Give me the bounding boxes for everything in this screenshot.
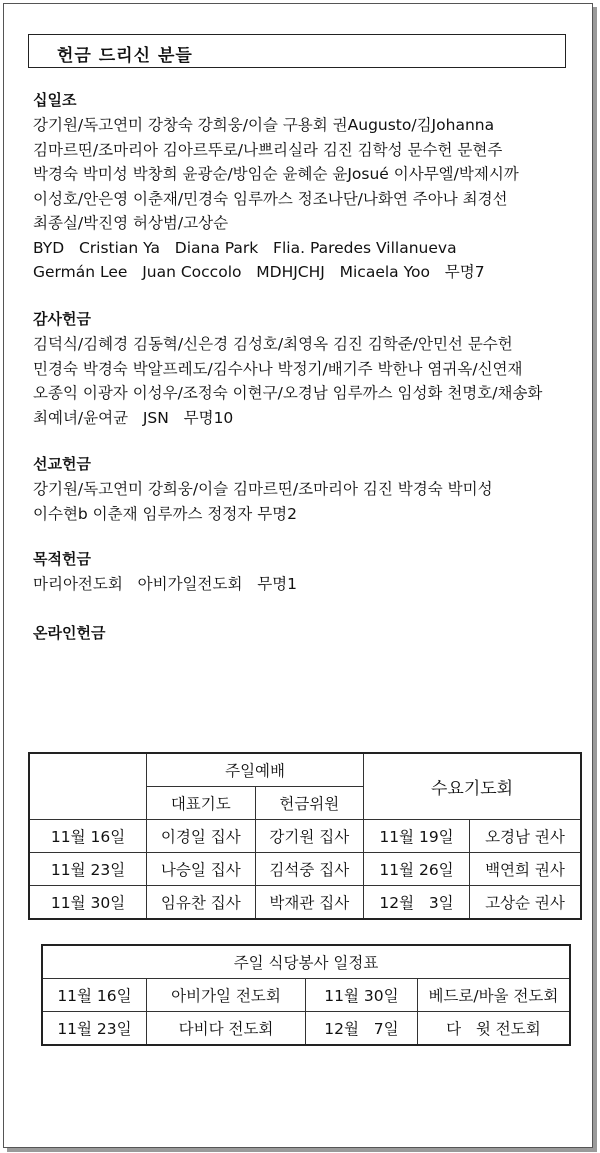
section-purpose — [33, 549, 297, 597]
donor-line: 강기원/독고연미 강창숙 강희웅/이슬 구용회 권Augusto/김Johanna — [33, 116, 495, 134]
donor-line: 이성호/안은영 이춘재/민경숙 임루까스 정조나단/나화연 주아나 최경선 — [33, 189, 508, 208]
section-heading: 선교헌금 — [33, 455, 91, 473]
table-row — [42, 979, 570, 1012]
meal-date: 11월 16일 — [42, 979, 146, 1012]
donor-line: 마리아전도회 아비가일전도회 무명1 — [33, 575, 298, 593]
sunday-date: 11월 30일 — [29, 886, 147, 920]
wednesday-leader: 고상순 권사 — [469, 886, 581, 920]
donor-line: 강기원/독고연미 강희웅/이슬 김마르띤/조마리아 김진 박경숙 박미성 — [33, 480, 493, 498]
sunday-date: 11월 23일 — [29, 853, 147, 886]
prayer-leader: 나승일 집사 — [147, 853, 256, 886]
meal-date: 11월 30일 — [306, 979, 418, 1012]
worship-schedule-table — [28, 752, 582, 920]
wednesday-prayer-header: 수요기도회 — [364, 753, 581, 820]
sunday-date: 11월 16일 — [29, 820, 147, 853]
wednesday-date: 11월 26일 — [364, 853, 470, 886]
meal-table-title: 주일 식당봉사 일정표 — [42, 945, 570, 979]
section-heading: 십일조 — [33, 91, 77, 109]
meal-group: 다비다 전도회 — [146, 1012, 305, 1046]
section-online — [33, 623, 105, 646]
page-title: 헌금 드리신 분들 — [57, 46, 193, 66]
prayer-leader: 임유찬 집사 — [147, 886, 256, 920]
donor-line: Germán Lee Juan Coccolo MDHJCHJ Micaela Yoo 무명7 — [33, 263, 485, 281]
section-tithe — [33, 90, 519, 285]
section-mission — [33, 454, 493, 526]
donor-line: 민경숙 박경숙 박알프레도/김수사나 박정기/배기주 박한나 염귀옥/신연재 — [33, 359, 523, 378]
donor-line: 박경숙 박미성 박창희 윤광순/방임순 윤혜순 윤Josué 이사무엘/박제시까 — [33, 165, 519, 183]
prayer-header: 대표기도 — [147, 787, 256, 820]
meal-group: 다 윗 전도회 — [417, 1012, 570, 1046]
donor-line: BYD Cristian Ya Diana Park Flia. Paredes Villanueva — [33, 238, 457, 257]
donor-line: 최예녀/윤여균 JSN 무명10 — [33, 408, 234, 427]
table-row — [29, 853, 581, 886]
table-row — [42, 1012, 570, 1046]
table-row — [29, 820, 581, 853]
prayer-leader: 이경일 집사 — [147, 820, 256, 853]
meal-service-table — [41, 944, 571, 1046]
donor-line: 최종실/박진영 허상범/고상순 — [33, 214, 229, 232]
meal-group: 아비가일 전도회 — [146, 979, 305, 1012]
section-thanksgiving — [33, 309, 542, 430]
offering-member: 강기원 집사 — [255, 820, 364, 853]
table-row — [29, 886, 581, 920]
wednesday-date: 12월 3일 — [364, 886, 470, 920]
section-heading: 목적헌금 — [33, 550, 91, 568]
section-heading: 감사헌금 — [33, 310, 91, 328]
meal-date: 11월 23일 — [42, 1012, 146, 1046]
offering-header: 헌금위원 — [255, 787, 364, 820]
donor-line: 이수현b 이춘재 임루까스 정정자 무명2 — [33, 504, 298, 523]
donor-line: 오종익 이광자 이성우/조정숙 이현구/오경남 임루까스 임성화 천명호/채송화 — [33, 384, 543, 402]
title-box — [28, 34, 566, 68]
empty-header-cell — [29, 753, 147, 820]
section-heading: 온라인헌금 — [33, 624, 106, 642]
meal-date: 12월 7일 — [306, 1012, 418, 1046]
donor-line: 김마르띤/조마리아 김아르뚜로/나쁘리실라 김진 김학성 문수헌 문현주 — [33, 140, 503, 159]
wednesday-date: 11월 19일 — [364, 820, 470, 853]
sunday-service-header: 주일예배 — [147, 753, 364, 787]
wednesday-leader: 백연희 권사 — [469, 853, 581, 886]
wednesday-leader: 오경남 권사 — [469, 820, 581, 853]
offering-member: 김석중 집사 — [255, 853, 364, 886]
meal-group: 베드로/바울 전도회 — [417, 979, 570, 1012]
offering-member: 박재관 집사 — [255, 886, 364, 920]
donor-line: 김덕식/김혜경 김동혁/신은경 김성호/최영옥 김진 김학준/안민선 문수헌 — [33, 335, 513, 353]
